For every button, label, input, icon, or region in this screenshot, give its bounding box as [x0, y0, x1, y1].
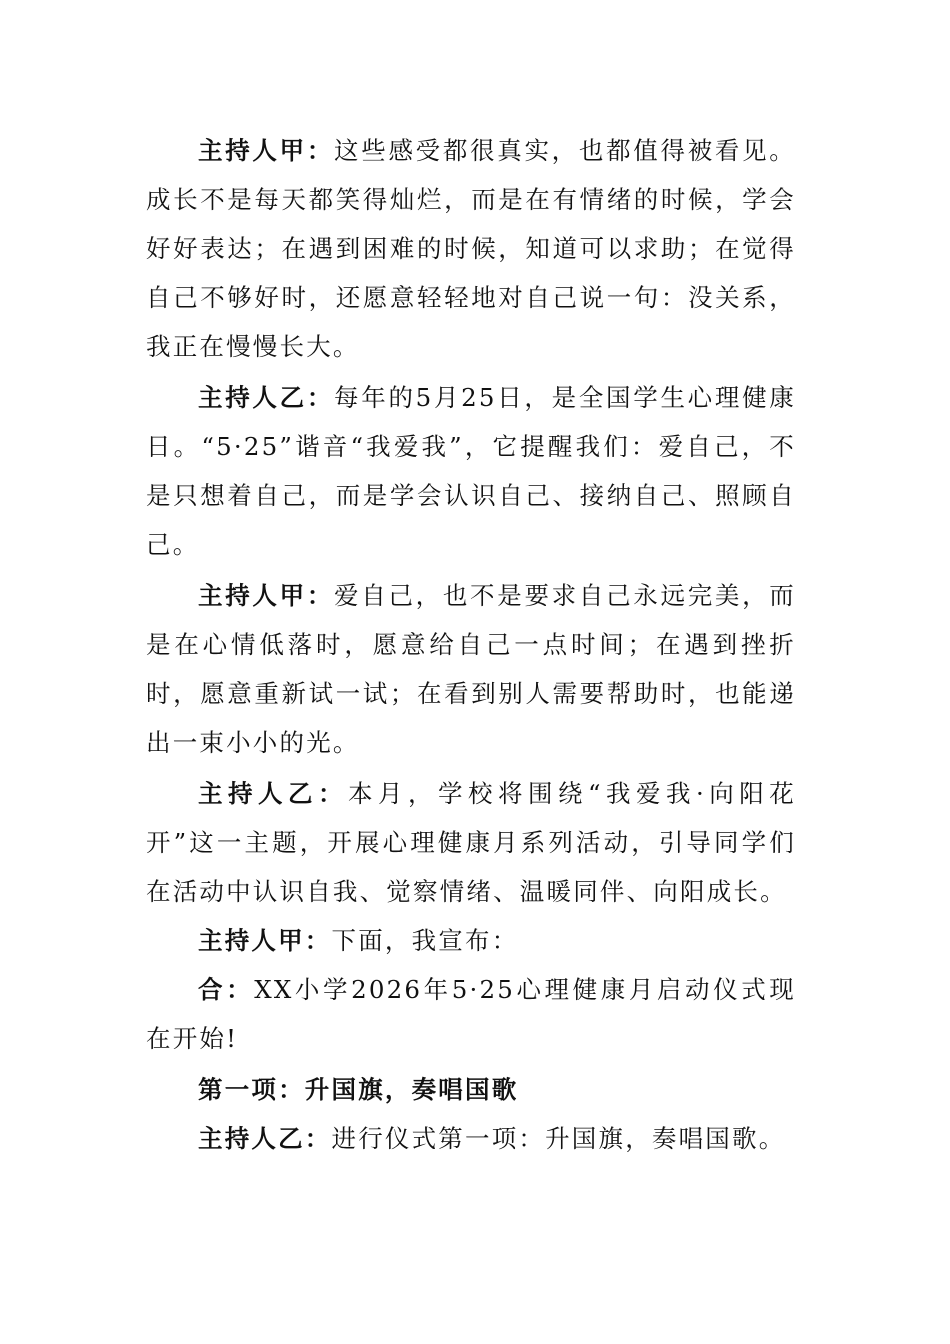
section-heading	[146, 1065, 796, 1114]
paragraph-host-a-2	[146, 571, 796, 767]
speaker-label: 合：	[198, 975, 255, 1004]
paragraph-text: 本月，学校将围绕“我爱我·向阳花开”这一主题，开展心理健康月系列活动，引导同学们在活动中认识自我、觉察情绪、温暖同伴、向阳成长。	[146, 779, 796, 906]
paragraph-host-b-2	[146, 769, 796, 916]
document-body	[146, 126, 796, 1163]
paragraph-host-b-1	[146, 373, 796, 569]
paragraph-text: 爱自己，也不是要求自己永远完美，而是在心情低落时，愿意给自己一点时间；在遇到挫折时，愿意重新试一试；在看到别人需要帮助时，也能递出一束小小的光。	[146, 581, 797, 757]
paragraph-together	[146, 965, 796, 1063]
speaker-label: 主持人乙：	[198, 383, 335, 412]
section-heading-text: 第一项：升国旗，奏唱国歌	[198, 1075, 519, 1104]
speaker-label: 主持人甲：	[198, 926, 332, 955]
paragraph-text: XX小学2026年5·25心理健康月启动仪式现在开始!	[146, 975, 797, 1053]
speaker-label: 主持人甲：	[198, 136, 335, 165]
paragraph-text: 下面，我宣布：	[331, 926, 519, 955]
paragraph-host-a-3	[146, 916, 796, 965]
speaker-label: 主持人乙：	[198, 779, 348, 808]
speaker-label: 主持人甲：	[198, 581, 335, 610]
paragraph-text: 每年的5月25日，是全国学生心理健康日。“5·25”谐音“我爱我”，它提醒我们：爱自己，不是只想着自己，而是学会认识自己、接纳自己、照顾自己。	[146, 383, 796, 559]
paragraph-text: 进行仪式第一项：升国旗，奏唱国歌。	[331, 1124, 786, 1153]
speaker-label: 主持人乙：	[198, 1124, 332, 1153]
paragraph-host-a-1	[146, 126, 796, 371]
paragraph-host-b-3	[146, 1114, 796, 1163]
paragraph-text: 这些感受都很真实，也都值得被看见。成长不是每天都笑得灿烂，而是在有情绪的时候，学会好好表达；在遇到困难的时候，知道可以求助；在觉得自己不够好时，还愿意轻轻地对自己说一句：没关系，我正在慢慢长大。	[146, 136, 797, 361]
